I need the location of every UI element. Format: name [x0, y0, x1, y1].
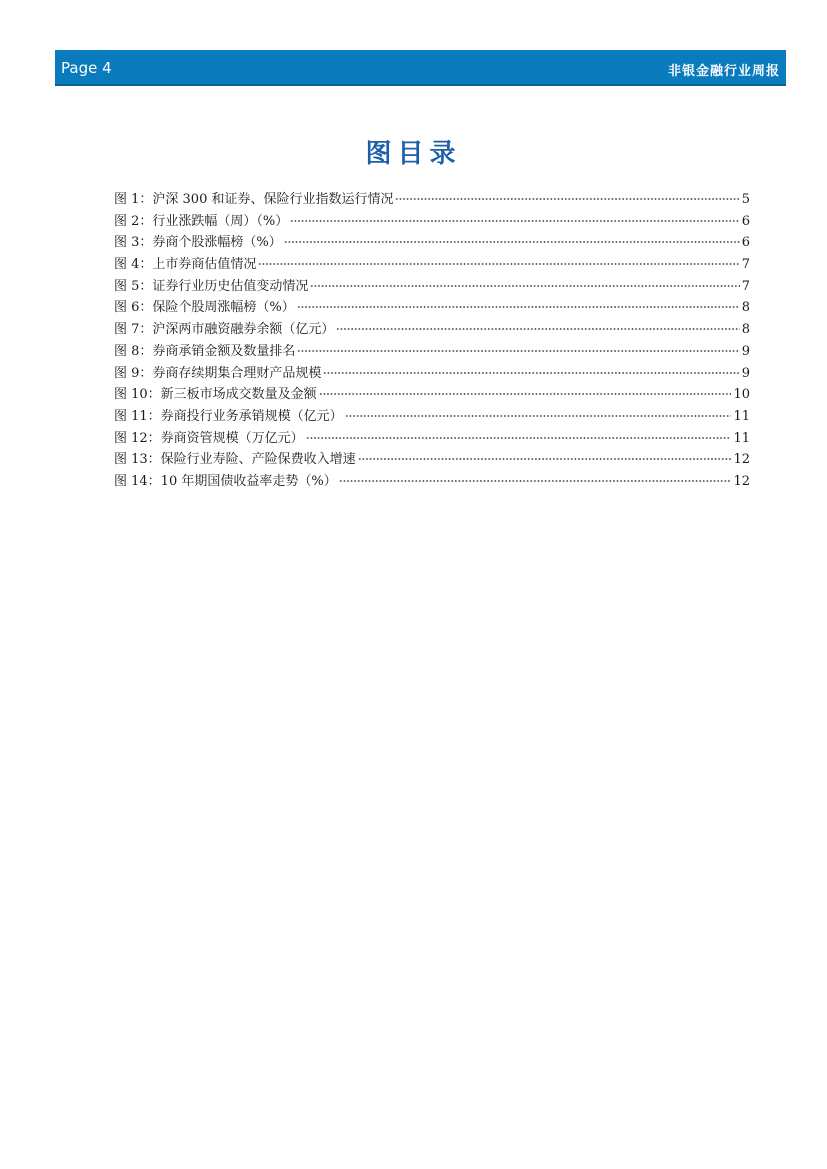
toc-item-page: 9 [741, 365, 750, 381]
toc-item-page: 12 [733, 452, 750, 468]
toc-item[interactable] [114, 275, 750, 297]
report-title: 非银金融行业周报 [667, 64, 780, 79]
toc-item[interactable] [114, 296, 750, 318]
dot-leader [323, 372, 739, 374]
toc-item-label: 图 12：券商资管规模（万亿元） [114, 430, 304, 446]
toc-item-label: 图 2：行业涨跌幅（周）（%） [114, 213, 289, 229]
page-number: Page 4 [61, 59, 112, 77]
toc-item-label: 图 13：保险行业寿险、产险保费收入增速 [114, 452, 356, 468]
toc-item-page: 5 [741, 192, 750, 207]
toc-item-page: 10 [733, 387, 750, 403]
toc-item[interactable] [114, 383, 750, 405]
toc-item-page: 8 [741, 322, 750, 338]
toc-item-page: 12 [733, 473, 750, 489]
dot-leader [290, 220, 739, 222]
dot-leader [297, 306, 740, 308]
toc-item-page: 7 [741, 257, 750, 273]
toc-item[interactable] [114, 210, 750, 232]
dot-leader [345, 415, 732, 417]
dot-leader [336, 328, 739, 330]
toc-item-label: 图 3：券商个股涨幅榜（%） [114, 235, 282, 251]
toc-item[interactable] [114, 231, 750, 253]
dot-leader [284, 241, 740, 243]
toc-item-label: 图 5：证券行业历史估值变动情况 [114, 278, 309, 294]
toc-item-label: 图 6：保险个股周涨幅榜（%） [114, 300, 295, 316]
toc-item[interactable] [114, 253, 750, 275]
toc-item[interactable] [114, 448, 750, 470]
toc-item-page: 11 [733, 408, 750, 424]
toc-item-page: 6 [741, 235, 750, 251]
toc-item-label: 图 14：10 年期国债收益率走势（%） [114, 473, 337, 489]
dot-leader [310, 285, 739, 287]
toc-title: 图目录 [365, 139, 462, 169]
toc-item-label: 图 8：券商承销金额及数量排名 [114, 343, 296, 359]
toc-item-page: 8 [741, 300, 750, 316]
toc-item-label: 图 10：新三板市场成交数量及金额 [114, 387, 317, 403]
dot-leader [258, 263, 739, 265]
toc-item-page: 6 [741, 213, 750, 229]
dot-leader [358, 458, 732, 460]
toc-item-page: 9 [741, 343, 750, 359]
dot-leader [395, 198, 739, 200]
toc-item[interactable] [114, 188, 750, 210]
page-header [55, 50, 786, 86]
dot-leader [339, 480, 732, 482]
figure-toc-list [114, 188, 750, 492]
toc-item[interactable] [114, 340, 750, 362]
toc-item-label: 图 7：沪深两市融资融券余额（亿元） [114, 322, 335, 338]
dot-leader [306, 437, 732, 439]
toc-item[interactable] [114, 318, 750, 340]
toc-item[interactable] [114, 362, 750, 384]
dot-leader [297, 350, 739, 352]
toc-item-label: 图 4：上市券商估值情况 [114, 257, 257, 273]
toc-item-label: 图 1：沪深 300 和证券、保险行业指数运行情况 [114, 192, 394, 207]
toc-item[interactable] [114, 427, 750, 449]
dot-leader [319, 393, 732, 395]
toc-item-label: 图 9：券商存续期集合理财产品规模 [114, 365, 322, 381]
toc-item[interactable] [114, 405, 750, 427]
toc-item[interactable] [114, 470, 750, 492]
toc-item-label: 图 11：券商投行业务承销规模（亿元） [114, 408, 343, 424]
toc-item-page: 11 [733, 430, 750, 446]
toc-item-page: 7 [741, 278, 750, 294]
